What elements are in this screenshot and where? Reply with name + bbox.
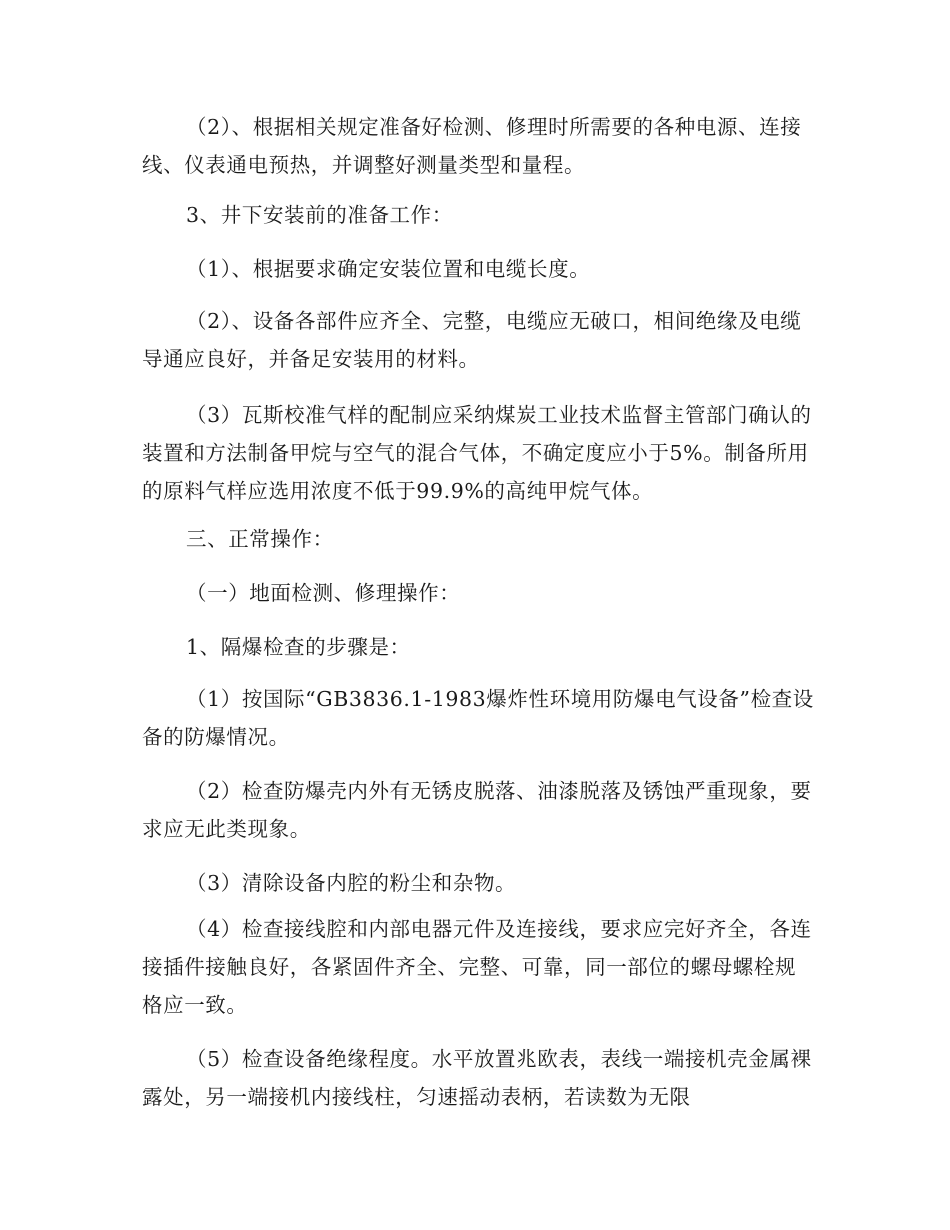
paragraph-check-explosion-proof: （1）按国际“GB3836.1-1983爆炸性环境用防爆电气设备”检查设备的防爆情况。 (142, 687, 814, 749)
paragraph-check-casing: （2）检查防爆壳内外有无锈皮脱落、油漆脱落及锈蚀严重现象，要求应无此类现象。 (142, 779, 812, 841)
paragraph-calibration-gas: （3）瓦斯校准气样的配制应采纳煤炭工业技术监督主管部门确认的装置和方法制备甲烷与空气的混合气体，不确定度应小于5%。制备所用的原料气样应选用浓度不低于99.9%的高纯甲烷气体。 (142, 403, 812, 503)
heading-explosion-proof-steps: 1、隔爆检查的步骤是： (186, 635, 411, 659)
paragraph-parts-complete: （2）、设备各部件应齐全、完整，电缆应无破口，相间绝缘及电缆导通应良好，并备足安装用的材料。 (142, 309, 802, 371)
heading-ground-inspection: （一）地面检测、修理操作： (186, 581, 461, 605)
paragraph-clean-cavity: （3）清除设备内腔的粉尘和杂物。 (186, 871, 517, 895)
heading-normal-operation: 三、正常操作： (186, 527, 334, 551)
paragraph-prep-power-wiring: （2）、根据相关规定准备好检测、修理时所需要的各种电源、连接线、仪表通电预热，并调整好测量类型和量程。 (142, 115, 802, 177)
heading-underground-install-prep: 3、井下安装前的准备工作： (186, 203, 453, 227)
paragraph-check-wiring: （4）检查接线腔和内部电器元件及连接线，要求应完好齐全，各连接插件接触良好，各紧固件齐全、完整、可靠，同一部位的螺母螺栓规格应一致。 (142, 917, 812, 1017)
paragraph-check-insulation: （5）检查设备绝缘程度。水平放置兆欧表，表线一端接机壳金属裸露处，另一端接机内接线柱，匀速摇动表柄，若读数为无限 (142, 1047, 812, 1109)
paragraph-install-location: （1）、根据要求确定安装位置和电缆长度。 (186, 257, 591, 281)
